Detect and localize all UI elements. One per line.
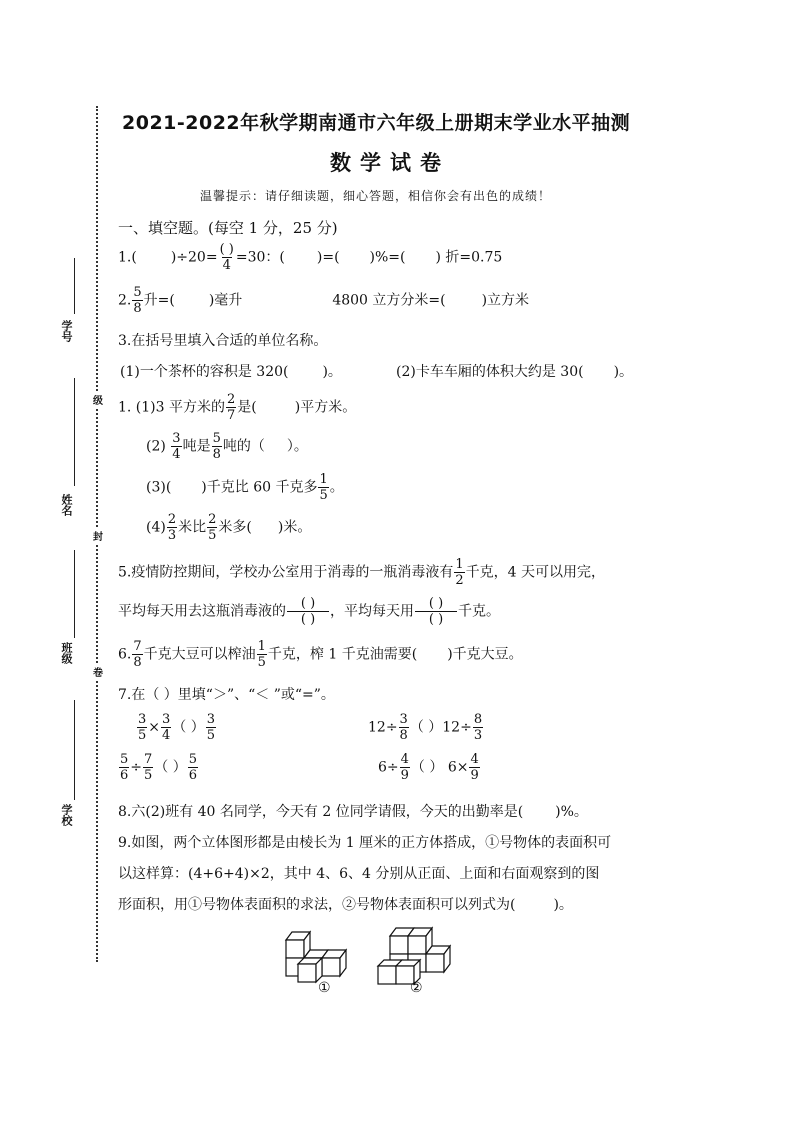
question-9-line-2: 以这样算：(4+6+4)×2，其中 4、6、4 分别从正面、上面和右面观察到的图 xyxy=(118,866,600,882)
question-7-row1-left: $\frac{3}{5}$ × $\frac{3}{4}$ （ ） $\frac{3}{5}$ xyxy=(138,712,216,743)
question-7-intro: 7.在（ ）里填“＞”、“＜ ”或“=”。 xyxy=(118,687,335,703)
question-9-line-1: 9.如图，两个立体图形都是由棱长为 1 厘米的正方体搭成，①号物体的表面积可 xyxy=(118,835,612,851)
exam-tip: 温馨提示：请仔细读题，细心答题，相信你会有出色的成绩！ xyxy=(200,189,552,203)
question-8: 8.六(2)班有 40 名同学，今天有 2 位同学请假，今天的出勤率是( )%。 xyxy=(118,804,588,820)
question-5-line-1: 5.疫情防控期间，学校办公室用于消毒的一瓶消毒液有 $\frac{1}{2}$ 千克，4 天可以用完， xyxy=(118,557,605,588)
question-4-4: (4) $\frac{2}{3}$ 米比 $\frac{2}{5}$ 米多( )米。 xyxy=(146,512,312,543)
exam-subtitle: 数学试卷 xyxy=(330,151,450,175)
question-6: 6. $\frac{7}{8}$ 千克大豆可以榨油 $\frac{1}{5}$ 千克，榨 1 千克油需要( )千克大豆。 xyxy=(118,639,523,670)
exam-title: 2021-2022年秋学期南通市六年级上册期末学业水平抽测 xyxy=(122,112,631,134)
cube-figures xyxy=(278,922,468,1004)
class-label: 班级 xyxy=(60,642,73,664)
question-3: 3.在括号里填入合适的单位名称。 xyxy=(118,333,328,349)
question-7-row1-right: 12÷ $\frac{3}{8}$ （ ）12÷ $\frac{8}{3}$ xyxy=(368,712,483,743)
school-line[interactable] xyxy=(74,700,75,800)
question-2: 2. $\frac{5}{8}$ 升=( )毫升 4800 立方分米=( )立方米 xyxy=(118,285,530,316)
binding-mark-1: 级 xyxy=(93,392,103,407)
question-4-2: (2) $\frac{3}{4}$ 吨是 $\frac{5}{8}$ 吨的（ ）。 xyxy=(146,431,308,462)
question-5-line-2: 平均每天用去这瓶消毒液的 $\frac{( )}{( )}$ ，平均每天用 $\frac{( )}{( )}$ 千克。 xyxy=(118,596,500,627)
class-line[interactable] xyxy=(74,550,75,638)
student-id-line[interactable] xyxy=(74,258,75,314)
figure-2-label: ② xyxy=(410,980,423,996)
school-label: 学校 xyxy=(60,804,73,826)
cube-figure-2 xyxy=(378,928,450,984)
question-7-row2-left: $\frac{5}{6}$ ÷ $\frac{7}{5}$ （ ） $\frac{5}{6}$ xyxy=(120,752,198,783)
student-id-label: 学号 xyxy=(60,320,73,342)
section-heading: 一、填空题。(每空 1 分，25 分) xyxy=(118,219,338,237)
question-4-3: (3)( )千克比 60 千克多 $\frac{1}{5}$ 。 xyxy=(146,472,344,503)
figure-1-label: ① xyxy=(318,980,331,996)
name-label: 姓名 xyxy=(60,494,73,516)
question-3-part-1: (1)一个茶杯的容积是 320( )。 xyxy=(120,364,342,380)
name-line[interactable] xyxy=(74,378,75,486)
question-4-1: 1. (1)3 平方米的 $\frac{2}{7}$ 是( )平方米。 xyxy=(118,392,357,423)
binding-mark-3: 卷 xyxy=(93,664,103,679)
binding-mark-2: 封 xyxy=(93,528,103,543)
question-9-line-3: 形面积，用①号物体表面积的求法，②号物体表面积可以列式为( )。 xyxy=(118,897,573,913)
question-1: 1.( )÷20= $\frac{( )}{4}$ =30：( )=( )%=( ) 折=0.75 xyxy=(118,242,503,273)
question-7-row2-right: 6÷ $\frac{4}{9}$ （ ） 6× $\frac{4}{9}$ xyxy=(378,752,479,783)
cube-figure-1 xyxy=(286,932,346,982)
question-3-part-2: (2)卡车车厢的体积大约是 30( )。 xyxy=(396,364,634,380)
